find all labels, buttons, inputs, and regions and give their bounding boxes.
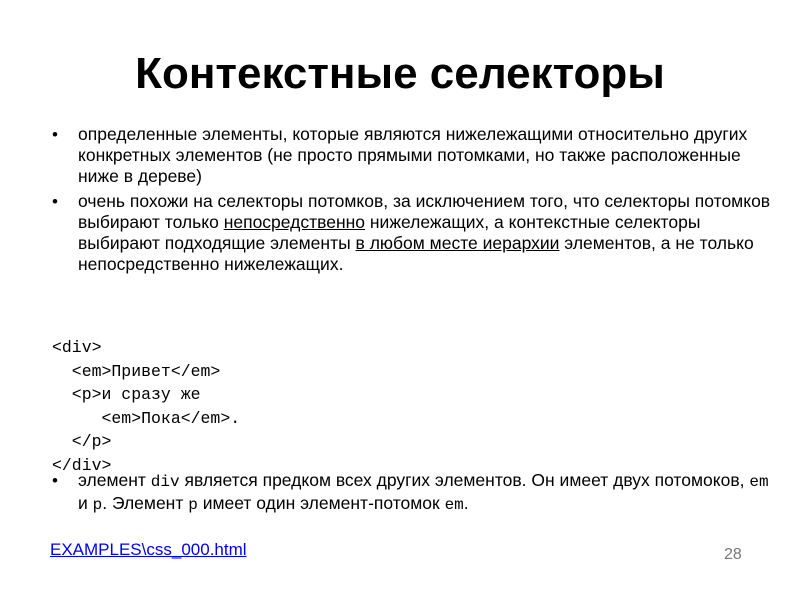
underlined-term: в любом месте иерархии bbox=[355, 233, 560, 253]
bullet-dot: • bbox=[52, 471, 58, 490]
bullet-text: . bbox=[463, 493, 469, 513]
code-term: em bbox=[444, 496, 464, 514]
bullet-item bbox=[52, 191, 772, 275]
bullet-dot: • bbox=[52, 125, 58, 144]
bullet-item bbox=[52, 124, 772, 187]
code-example bbox=[52, 336, 240, 477]
code-term: p bbox=[188, 496, 198, 514]
bullet-text: является предком всех других элементов. Он имеет двух потомоков, bbox=[179, 470, 750, 490]
bullet-text: имеет один элемент-потомок bbox=[197, 493, 445, 513]
code-line: <p>и сразу же bbox=[52, 385, 201, 404]
page-number: 28 bbox=[724, 546, 742, 563]
bullet-text: нижележащих, а контекстные селекторы выбирают подходящие элементы bbox=[78, 212, 701, 253]
code-line: </p> bbox=[52, 432, 112, 451]
bullet-text: элементов, а не только непосредственно нижележащих. bbox=[78, 233, 754, 274]
bullet-text: элемент bbox=[78, 470, 151, 490]
bullet-dot: • bbox=[52, 192, 58, 211]
code-term: em bbox=[749, 473, 769, 491]
code-line: <em>Привет</em> bbox=[52, 361, 221, 381]
code-line: <div> bbox=[52, 338, 102, 357]
bullet-list-bottom bbox=[52, 470, 772, 520]
slide-title: Контекстные селекторы bbox=[135, 49, 665, 98]
examples-link[interactable]: EXAMPLES\css_000.html bbox=[50, 540, 247, 559]
bullet-list-top bbox=[52, 124, 772, 279]
code-line: <em>Пока</em>. bbox=[52, 408, 241, 428]
bullet-text: определенные элементы, которые являются нижележащими относительно других конкретных элементов (не просто прямыми потомками, но также расположенные ниже в дереве) bbox=[78, 124, 748, 186]
bullet-text: и bbox=[78, 493, 93, 513]
code-line: </div> bbox=[52, 455, 112, 475]
bullet-text: очень похожи на селекторы потомков, за исключением того, что селекторы потомков выбирают только bbox=[78, 191, 771, 232]
underlined-term: непосредственно bbox=[223, 212, 366, 232]
bullet-item bbox=[52, 470, 772, 516]
bullet-text: . Элемент bbox=[102, 493, 189, 513]
code-term: div bbox=[150, 473, 180, 491]
code-term: p bbox=[92, 496, 103, 514]
